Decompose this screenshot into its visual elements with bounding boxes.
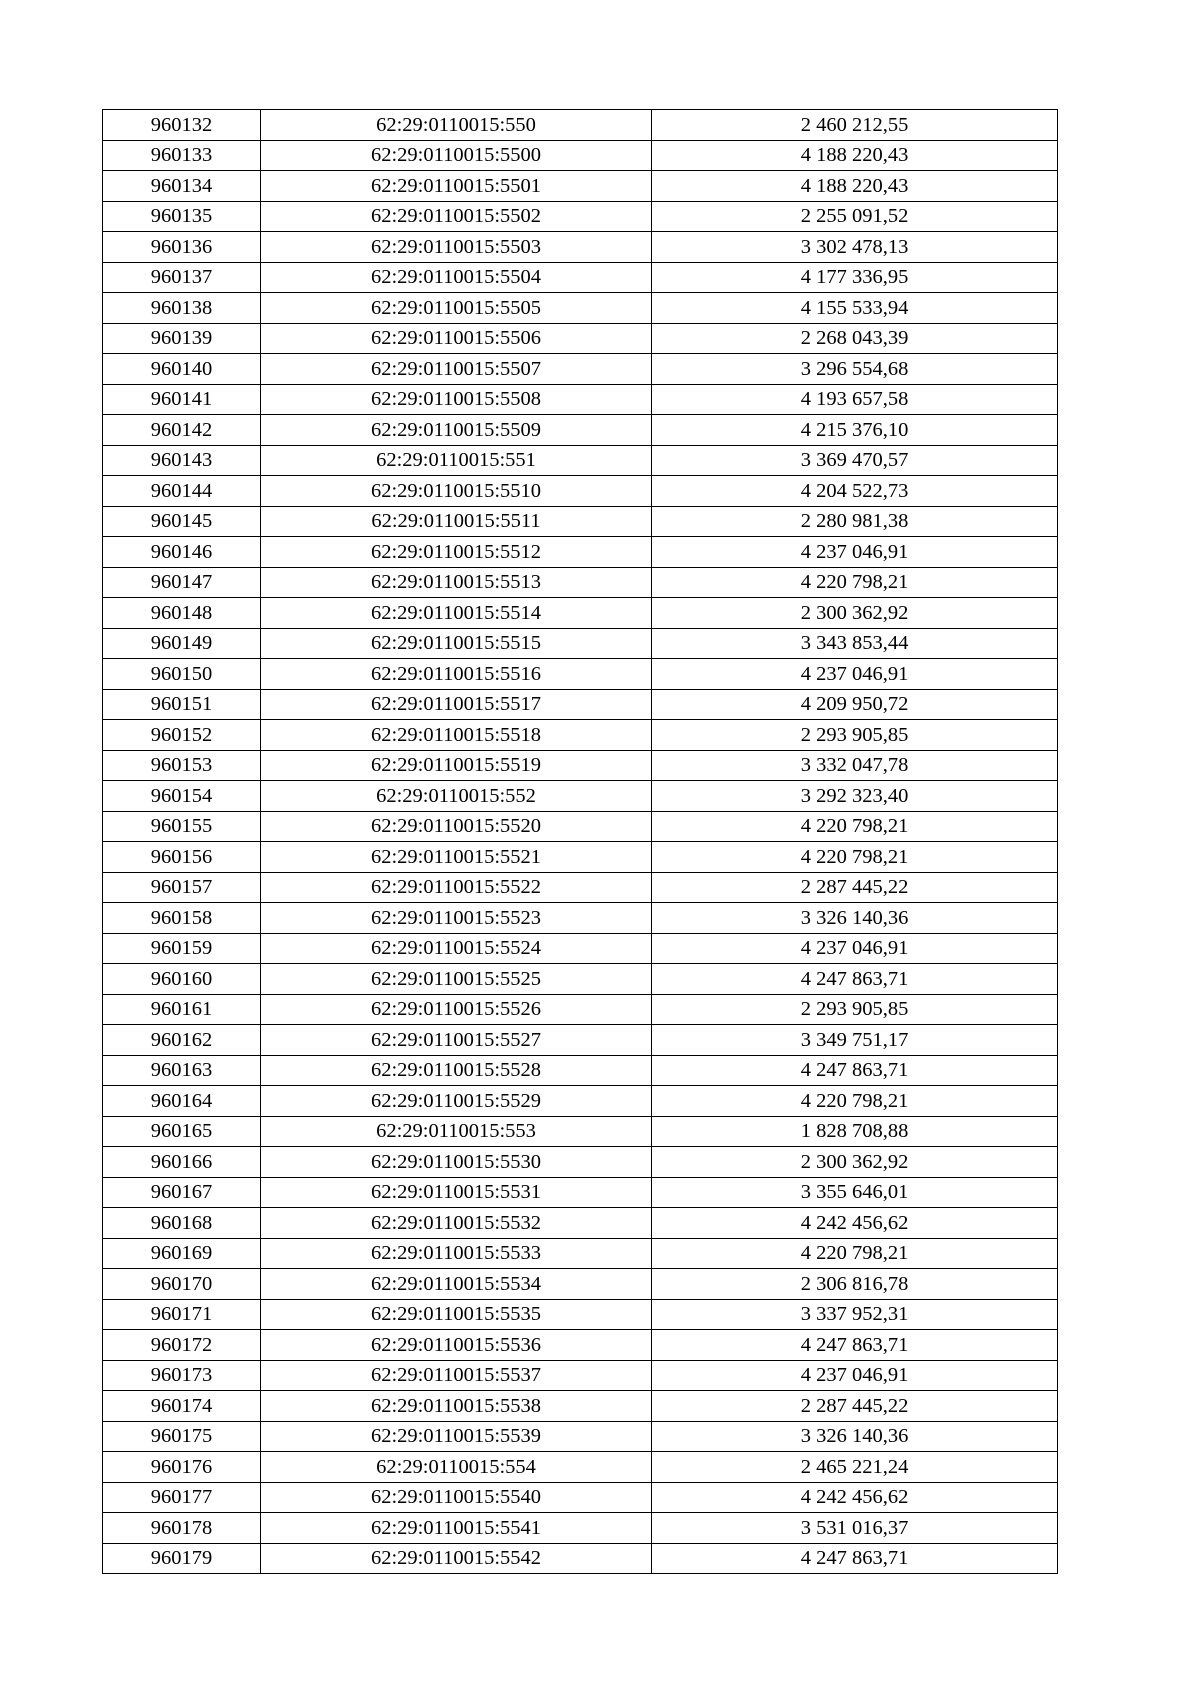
table-body [103,110,1058,1574]
row-number-cell: 960155 [103,811,261,842]
cadastral-number-cell: 62:29:0110015:5503 [261,232,652,263]
table-row [103,933,1058,964]
table-row [103,1116,1058,1147]
row-number-cell: 960163 [103,1055,261,1086]
cadastral-number-cell: 62:29:0110015:5538 [261,1391,652,1422]
row-number-cell: 960138 [103,293,261,324]
cadastral-value-cell: 4 247 863,71 [652,1055,1058,1086]
cadastral-number-cell: 62:29:0110015:550 [261,110,652,141]
table-row [103,1452,1058,1483]
table-row [103,1025,1058,1056]
cadastral-value-cell: 3 302 478,13 [652,232,1058,263]
table-row [103,1055,1058,1086]
cadastral-value-cell: 2 255 091,52 [652,201,1058,232]
cadastral-number-cell: 62:29:0110015:5528 [261,1055,652,1086]
row-number-cell: 960143 [103,445,261,476]
table-row [103,415,1058,446]
row-number-cell: 960132 [103,110,261,141]
cadastral-value-cell: 2 300 362,92 [652,598,1058,629]
cadastral-number-cell: 62:29:0110015:5511 [261,506,652,537]
table-row [103,720,1058,751]
table-row [103,872,1058,903]
cadastral-number-cell: 62:29:0110015:5507 [261,354,652,385]
cadastral-value-cell: 3 337 952,31 [652,1299,1058,1330]
cadastral-value-cell: 4 193 657,58 [652,384,1058,415]
table-row [103,293,1058,324]
table-row [103,384,1058,415]
cadastral-number-cell: 62:29:0110015:5505 [261,293,652,324]
row-number-cell: 960150 [103,659,261,690]
cadastral-value-cell: 4 220 798,21 [652,811,1058,842]
row-number-cell: 960152 [103,720,261,751]
row-number-cell: 960141 [103,384,261,415]
table-row [103,1543,1058,1574]
cadastral-number-cell: 62:29:0110015:5536 [261,1330,652,1361]
cadastral-number-cell: 62:29:0110015:5512 [261,537,652,568]
cadastral-value-cell: 3 349 751,17 [652,1025,1058,1056]
cadastral-value-cell: 4 220 798,21 [652,567,1058,598]
row-number-cell: 960173 [103,1360,261,1391]
row-number-cell: 960134 [103,171,261,202]
table-row [103,1238,1058,1269]
row-number-cell: 960177 [103,1482,261,1513]
table-row [103,201,1058,232]
cadastral-value-cell: 4 242 456,62 [652,1208,1058,1239]
table-row [103,1360,1058,1391]
cadastral-number-cell: 62:29:0110015:5542 [261,1543,652,1574]
cadastral-value-cell: 3 292 323,40 [652,781,1058,812]
row-number-cell: 960153 [103,750,261,781]
cadastral-value-cell: 3 332 047,78 [652,750,1058,781]
table-row [103,842,1058,873]
table-row [103,1482,1058,1513]
cadastral-number-cell: 62:29:0110015:5541 [261,1513,652,1544]
cadastral-value-cell: 4 188 220,43 [652,140,1058,171]
cadastral-value-cell: 4 237 046,91 [652,537,1058,568]
cadastral-value-cell: 2 287 445,22 [652,872,1058,903]
row-number-cell: 960167 [103,1177,261,1208]
row-number-cell: 960169 [103,1238,261,1269]
row-number-cell: 960140 [103,354,261,385]
cadastral-value-cell: 4 220 798,21 [652,1086,1058,1117]
cadastral-number-cell: 62:29:0110015:5533 [261,1238,652,1269]
table-row [103,1208,1058,1239]
cadastral-number-cell: 62:29:0110015:5526 [261,994,652,1025]
cadastral-number-cell: 62:29:0110015:5506 [261,323,652,354]
row-number-cell: 960176 [103,1452,261,1483]
cadastral-number-cell: 62:29:0110015:5515 [261,628,652,659]
table-row [103,781,1058,812]
row-number-cell: 960174 [103,1391,261,1422]
table-row [103,1330,1058,1361]
cadastral-value-cell: 2 306 816,78 [652,1269,1058,1300]
cadastral-value-cell: 4 247 863,71 [652,1543,1058,1574]
cadastral-number-cell: 62:29:0110015:5532 [261,1208,652,1239]
table-row [103,110,1058,141]
cadastral-number-cell: 62:29:0110015:5539 [261,1421,652,1452]
cadastral-value-cell: 4 237 046,91 [652,659,1058,690]
cadastral-number-cell: 62:29:0110015:5514 [261,598,652,629]
row-number-cell: 960168 [103,1208,261,1239]
cadastral-number-cell: 62:29:0110015:5537 [261,1360,652,1391]
row-number-cell: 960137 [103,262,261,293]
table-row [103,750,1058,781]
cadastral-value-cell: 4 177 336,95 [652,262,1058,293]
cadastral-value-cell: 4 188 220,43 [652,171,1058,202]
cadastral-value-table [102,109,1058,1574]
cadastral-number-cell: 62:29:0110015:5518 [261,720,652,751]
table-row [103,1269,1058,1300]
cadastral-number-cell: 62:29:0110015:5501 [261,171,652,202]
cadastral-number-cell: 62:29:0110015:5531 [261,1177,652,1208]
table-row [103,1086,1058,1117]
cadastral-value-cell: 4 242 456,62 [652,1482,1058,1513]
table-row [103,476,1058,507]
table-row [103,1391,1058,1422]
row-number-cell: 960179 [103,1543,261,1574]
cadastral-number-cell: 62:29:0110015:5520 [261,811,652,842]
cadastral-value-cell: 3 326 140,36 [652,903,1058,934]
cadastral-value-cell: 4 247 863,71 [652,1330,1058,1361]
table-row [103,811,1058,842]
table-row [103,445,1058,476]
table-row [103,598,1058,629]
cadastral-number-cell: 62:29:0110015:5500 [261,140,652,171]
cadastral-value-cell: 4 155 533,94 [652,293,1058,324]
table-row [103,262,1058,293]
cadastral-number-cell: 62:29:0110015:5521 [261,842,652,873]
row-number-cell: 960154 [103,781,261,812]
cadastral-number-cell: 62:29:0110015:5527 [261,1025,652,1056]
cadastral-value-cell: 3 369 470,57 [652,445,1058,476]
cadastral-value-cell: 4 209 950,72 [652,689,1058,720]
cadastral-value-cell: 2 460 212,55 [652,110,1058,141]
table-row [103,232,1058,263]
row-number-cell: 960165 [103,1116,261,1147]
cadastral-value-cell: 4 220 798,21 [652,1238,1058,1269]
row-number-cell: 960136 [103,232,261,263]
row-number-cell: 960146 [103,537,261,568]
row-number-cell: 960178 [103,1513,261,1544]
table-row [103,1299,1058,1330]
cadastral-value-cell: 2 293 905,85 [652,994,1058,1025]
row-number-cell: 960172 [103,1330,261,1361]
table-row [103,1147,1058,1178]
cadastral-value-cell: 4 215 376,10 [652,415,1058,446]
cadastral-number-cell: 62:29:0110015:5524 [261,933,652,964]
row-number-cell: 960142 [103,415,261,446]
cadastral-value-cell: 2 293 905,85 [652,720,1058,751]
cadastral-value-cell: 1 828 708,88 [652,1116,1058,1147]
table-row [103,903,1058,934]
row-number-cell: 960162 [103,1025,261,1056]
table-row [103,1421,1058,1452]
cadastral-value-cell: 4 237 046,91 [652,1360,1058,1391]
table-row [103,140,1058,171]
table-row [103,689,1058,720]
table-row [103,1513,1058,1544]
cadastral-value-cell: 3 326 140,36 [652,1421,1058,1452]
table-row [103,1177,1058,1208]
row-number-cell: 960147 [103,567,261,598]
cadastral-number-cell: 62:29:0110015:553 [261,1116,652,1147]
cadastral-number-cell: 62:29:0110015:5535 [261,1299,652,1330]
cadastral-number-cell: 62:29:0110015:5504 [261,262,652,293]
cadastral-number-cell: 62:29:0110015:5517 [261,689,652,720]
row-number-cell: 960159 [103,933,261,964]
cadastral-number-cell: 62:29:0110015:551 [261,445,652,476]
row-number-cell: 960139 [103,323,261,354]
table-row [103,171,1058,202]
table-row [103,964,1058,995]
row-number-cell: 960164 [103,1086,261,1117]
cadastral-value-cell: 2 268 043,39 [652,323,1058,354]
row-number-cell: 960175 [103,1421,261,1452]
row-number-cell: 960148 [103,598,261,629]
table-row [103,628,1058,659]
cadastral-number-cell: 62:29:0110015:554 [261,1452,652,1483]
cadastral-number-cell: 62:29:0110015:5502 [261,201,652,232]
row-number-cell: 960161 [103,994,261,1025]
cadastral-value-cell: 4 247 863,71 [652,964,1058,995]
cadastral-value-cell: 4 220 798,21 [652,842,1058,873]
row-number-cell: 960171 [103,1299,261,1330]
cadastral-number-cell: 62:29:0110015:5534 [261,1269,652,1300]
cadastral-value-cell: 3 343 853,44 [652,628,1058,659]
table-row [103,994,1058,1025]
cadastral-value-cell: 3 296 554,68 [652,354,1058,385]
row-number-cell: 960170 [103,1269,261,1300]
row-number-cell: 960144 [103,476,261,507]
cadastral-number-cell: 62:29:0110015:5525 [261,964,652,995]
row-number-cell: 960145 [103,506,261,537]
row-number-cell: 960151 [103,689,261,720]
cadastral-number-cell: 62:29:0110015:5530 [261,1147,652,1178]
table-row [103,506,1058,537]
table-row [103,567,1058,598]
row-number-cell: 960149 [103,628,261,659]
row-number-cell: 960133 [103,140,261,171]
table-row [103,354,1058,385]
cadastral-value-cell: 3 355 646,01 [652,1177,1058,1208]
cadastral-number-cell: 62:29:0110015:5523 [261,903,652,934]
cadastral-number-cell: 62:29:0110015:5513 [261,567,652,598]
cadastral-number-cell: 62:29:0110015:5540 [261,1482,652,1513]
cadastral-number-cell: 62:29:0110015:5508 [261,384,652,415]
cadastral-value-cell: 3 531 016,37 [652,1513,1058,1544]
cadastral-number-cell: 62:29:0110015:5522 [261,872,652,903]
cadastral-value-cell: 2 287 445,22 [652,1391,1058,1422]
table-row [103,659,1058,690]
table-row [103,537,1058,568]
cadastral-number-cell: 62:29:0110015:5516 [261,659,652,690]
row-number-cell: 960160 [103,964,261,995]
cadastral-value-cell: 2 300 362,92 [652,1147,1058,1178]
row-number-cell: 960157 [103,872,261,903]
cadastral-number-cell: 62:29:0110015:5529 [261,1086,652,1117]
cadastral-number-cell: 62:29:0110015:552 [261,781,652,812]
table-row [103,323,1058,354]
cadastral-number-cell: 62:29:0110015:5519 [261,750,652,781]
row-number-cell: 960135 [103,201,261,232]
cadastral-value-cell: 4 204 522,73 [652,476,1058,507]
row-number-cell: 960156 [103,842,261,873]
row-number-cell: 960166 [103,1147,261,1178]
cadastral-value-cell: 4 237 046,91 [652,933,1058,964]
cadastral-number-cell: 62:29:0110015:5510 [261,476,652,507]
cadastral-value-cell: 2 280 981,38 [652,506,1058,537]
cadastral-value-cell: 2 465 221,24 [652,1452,1058,1483]
row-number-cell: 960158 [103,903,261,934]
cadastral-number-cell: 62:29:0110015:5509 [261,415,652,446]
